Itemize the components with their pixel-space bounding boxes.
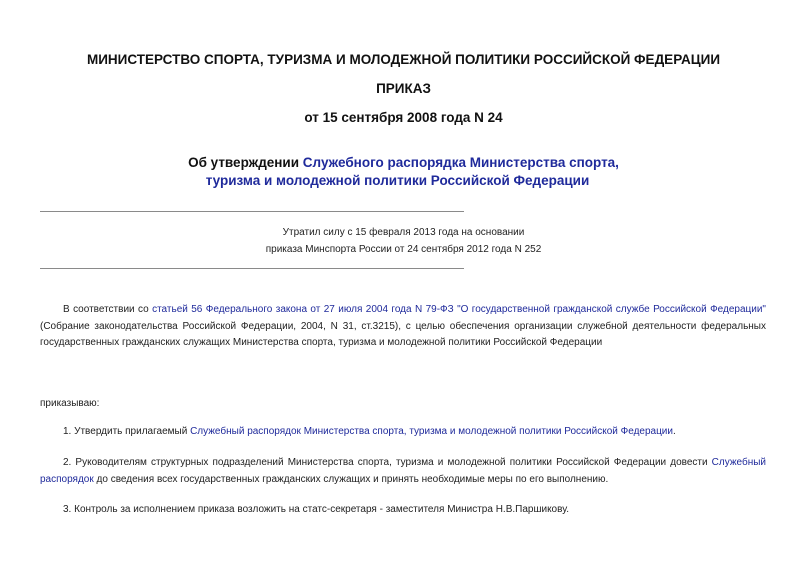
item1-prefix: 1. Утвердить прилагаемый <box>63 426 191 437</box>
title-prefix: Об утверждении <box>188 155 303 170</box>
ministry-heading: МИНИСТЕРСТВО СПОРТА, ТУРИЗМА И МОЛОДЕЖНОЙ ПОЛИТИКИ РОССИЙСКОЙ ФЕДЕРАЦИИ <box>86 52 721 67</box>
doc-type-heading: ПРИКАЗ <box>376 81 431 96</box>
status-note-link[interactable]: приказа Минспорта России от 24 сентября 2012 года N 252 <box>265 244 542 255</box>
item-2 <box>40 455 766 488</box>
preamble-prefix: В соответствии со <box>63 304 153 315</box>
title-link-line2[interactable]: туризма и молодежной политики Российской Федерации <box>205 173 590 188</box>
preamble-suffix: (Собрание законодательства Российской Федерации, 2004, N 31, ст.3215), с целью обеспечения организации служебной деятельности федеральных государственных гражданских служащих Министерства спорта, туризма и молодежной политики Российской Федерации <box>40 320 766 348</box>
item1-link[interactable]: Служебный распорядок Министерства спорта, туризма и молодежной политики Российской Федерации <box>190 426 673 437</box>
item-3: 3. Контроль за исполнением приказа возложить на статс-секретаря - заместителя Министра Н.В.Паршикову. <box>63 504 569 515</box>
law-link[interactable]: статьей 56 Федерального закона от 27 июля 2004 года N 79-ФЗ "О государственной гражданской службе Российской Федерации" <box>152 304 766 315</box>
item-1 <box>40 424 766 441</box>
divider-top <box>40 211 464 212</box>
item2-prefix: 2. Руководителям структурных подразделений Министерства спорта, туризма и молодежной политики Российской Федерации довести <box>63 457 712 468</box>
divider-bottom <box>40 268 464 269</box>
item2-link[interactable]: Служебный распорядок <box>40 457 766 485</box>
status-note-line1: Утратил силу с 15 февраля 2013 года на основании <box>282 227 525 238</box>
preamble-paragraph <box>40 302 766 352</box>
item2-suffix: до сведения всех государственных гражданских служащих и принять необходимые меры по его выполнению. <box>93 473 609 485</box>
date-number-heading: от 15 сентября 2008 года N 24 <box>304 110 503 125</box>
title-link-line1[interactable]: Служебного распорядка Министерства спорта, <box>302 155 619 170</box>
item1-suffix: . <box>672 426 676 437</box>
order-word: приказываю: <box>40 398 100 409</box>
document-title <box>0 154 807 190</box>
